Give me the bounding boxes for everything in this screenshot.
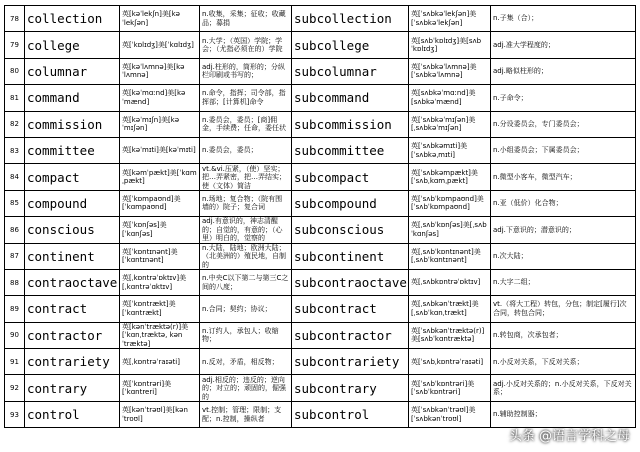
sub-phonetic-cell xyxy=(409,322,491,348)
phonetic-cell xyxy=(120,190,200,216)
row-number-text: 88 xyxy=(10,278,19,287)
sub-word-cell-text: subcontractor xyxy=(294,327,392,343)
sub-phonetic-cell xyxy=(409,217,491,243)
sub-word-cell xyxy=(292,164,409,190)
row-number xyxy=(5,164,25,190)
word-cell-text: conscious xyxy=(27,222,95,238)
word-cell xyxy=(25,32,120,58)
sub-definition-cell xyxy=(491,164,636,190)
sub-phonetic-cell-text: 英[ˌsʌbˈkɒntɪnənt]美[ˌsʌbˈkɑntɪnənt] xyxy=(411,247,481,265)
sub-word-cell xyxy=(292,58,409,84)
row-number xyxy=(5,190,25,216)
word-cell xyxy=(25,58,120,84)
sub-phonetic-cell-text: 英[ˈsʌbkənˈtrəʊl]美[ˈsʌbkənˈtroʊl] xyxy=(411,406,476,423)
table-row xyxy=(5,243,636,269)
word-cell-text: contract xyxy=(27,301,88,317)
word-cell xyxy=(25,111,120,137)
table-row xyxy=(5,85,636,111)
definition-cell-text: n.大学；（英国）学院；学会；（尤指必须在的）学院 xyxy=(202,36,283,54)
phonetic-cell-text: 英[ˈkɒnʃəs]美[ˈkɑnʃəs] xyxy=(122,221,167,238)
word-cell-text: command xyxy=(27,90,80,106)
phonetic-cell-text: 英[ˈkɒlɪdʒ]美[ˈkɑlɪdʒ] xyxy=(122,40,194,49)
sub-phonetic-cell-text: 英[ˌsʌbkɒntrəˈɒktɪv] xyxy=(411,278,481,287)
sub-word-cell xyxy=(292,322,409,348)
sub-definition-cell xyxy=(491,6,636,32)
sub-definition-cell xyxy=(491,322,636,348)
word-cell xyxy=(25,190,120,216)
phonetic-cell xyxy=(120,269,200,295)
sub-word-cell-text: subcollege xyxy=(294,37,370,53)
phonetic-cell xyxy=(120,296,200,322)
sub-word-cell xyxy=(292,111,409,137)
sub-definition-cell-text: n.子集（合）； xyxy=(493,14,539,23)
sub-phonetic-cell-text: 英[sʌbkəˈmɑːnd]美[sʌbkəˈmænd] xyxy=(411,89,476,106)
definition-cell xyxy=(200,375,292,401)
phonetic-cell xyxy=(120,217,200,243)
sub-phonetic-cell-text: 英[ˌsʌbkənˈtrækt]美[ˌsʌbˈkɑnˌtrækt] xyxy=(411,300,479,317)
definition-cell-text: n.委员会，委员；[商]佣金，手续费；任命，委任状 xyxy=(202,115,286,133)
sub-definition-cell-text: n.次大陆； xyxy=(493,251,528,260)
definition-cell xyxy=(200,58,292,84)
sub-phonetic-cell xyxy=(409,85,491,111)
sub-phonetic-cell-text: 英[ˈsʌbkəmpækt]美[ˈsʌbˌkɑmˌpækt] xyxy=(411,168,478,186)
word-cell-text: collection xyxy=(27,11,103,27)
word-cell xyxy=(25,322,120,348)
definition-cell-text: adj.相反的；违反的；逆向的；对立的；顽固的，倔强的 xyxy=(202,375,286,401)
sub-word-cell xyxy=(292,6,409,32)
sub-definition-cell-text: n.转包商，次承包者； xyxy=(493,331,563,340)
phonetic-cell-text: 英[kəˈlekʃn]美[kəˈlekʃən] xyxy=(122,10,180,27)
row-number-text: 82 xyxy=(10,120,19,129)
sub-word-cell xyxy=(292,85,409,111)
row-number xyxy=(5,85,25,111)
table-row xyxy=(5,32,636,58)
phonetic-cell xyxy=(120,58,200,84)
definition-cell xyxy=(200,322,292,348)
sub-phonetic-cell xyxy=(409,164,491,190)
sub-word-cell-text: subcollection xyxy=(294,11,392,27)
phonetic-cell xyxy=(120,375,200,401)
row-number xyxy=(5,349,25,375)
definition-cell xyxy=(200,111,292,137)
sub-definition-cell-text: n.小反对关系，下反对关系； xyxy=(493,357,584,366)
row-number-text: 81 xyxy=(10,93,19,102)
phonetic-cell-text: 英[kəmˈpækt]美[ˈkɑmˌpækt] xyxy=(122,168,197,186)
sub-word-cell-text: subcontraoctave xyxy=(294,275,407,291)
phonetic-cell-text: 英[ˈkɒntɪnənt]美[ˈkɑntɪnənt] xyxy=(122,247,178,265)
sub-word-cell-text: subcommand xyxy=(294,90,370,106)
phonetic-cell xyxy=(120,32,200,58)
phonetic-cell-text: 英[ˈkɒntrækt]美[ˈkɑntrækt] xyxy=(122,300,176,317)
sub-phonetic-cell xyxy=(409,58,491,84)
row-number xyxy=(5,375,25,401)
sub-word-cell-text: subcommittee xyxy=(294,143,385,159)
sub-word-cell xyxy=(292,32,409,58)
sub-phonetic-cell-text: 英[ˈsʌbkəˈlʌmnə]美[ˈsʌbkəˈlʌmnə] xyxy=(411,62,477,80)
sub-word-cell xyxy=(292,190,409,216)
phonetic-cell xyxy=(120,349,200,375)
sub-definition-cell xyxy=(491,243,636,269)
sub-definition-cell-text: n.分设委员会，专门委员会； xyxy=(493,120,584,128)
word-cell xyxy=(25,349,120,375)
word-cell xyxy=(25,85,120,111)
definition-cell xyxy=(200,269,292,295)
sub-definition-cell xyxy=(491,296,636,322)
sub-definition-cell-text: adj.小反对关系的；n.小反对关系，下反对关系； xyxy=(493,379,632,397)
sub-definition-cell-text: n.微型小客车，微型汽车； xyxy=(493,172,577,181)
sub-definition-cell xyxy=(491,137,636,163)
word-cell xyxy=(25,137,120,163)
definition-cell xyxy=(200,6,292,32)
definition-cell-text: n.合同；契约；协议； xyxy=(202,304,272,313)
sub-word-cell-text: subcolumnar xyxy=(294,63,377,79)
table-row xyxy=(5,6,636,32)
sub-word-cell xyxy=(292,349,409,375)
sub-word-cell xyxy=(292,375,409,401)
sub-definition-cell-text: adj.略似柱形的； xyxy=(493,67,548,76)
phonetic-cell xyxy=(120,85,200,111)
sub-phonetic-cell xyxy=(409,349,491,375)
definition-cell-text: vt.&vi.压紧，（使）坚实；把…弄紧密，把…弄结实；使（文体）简洁 xyxy=(202,164,286,190)
phonetic-cell xyxy=(120,111,200,137)
word-cell-text: continent xyxy=(27,248,95,264)
sub-word-cell-text: subcompact xyxy=(294,169,370,185)
watermark: 头条 @语言学科之母 xyxy=(508,429,630,444)
word-cell xyxy=(25,296,120,322)
definition-cell-text: n.场地；复合物；（院有围墙的）院子；复合词 xyxy=(202,194,283,212)
row-number-text: 85 xyxy=(10,199,19,208)
row-number-text: 83 xyxy=(10,146,19,155)
sub-word-cell-text: subconscious xyxy=(294,222,385,238)
definition-cell-text: n.中央C以下第二与第三C之间的八度； xyxy=(202,274,289,291)
word-cell xyxy=(25,6,120,32)
sub-definition-cell-text: vt.（将大工程）转包，分包；制定[履行]次合同，转包合同； xyxy=(493,300,627,317)
sub-definition-cell-text: n.辅助控制器； xyxy=(493,410,542,419)
table-row xyxy=(5,401,636,427)
definition-cell-text: vt.控制；管理；限制；支配；n.控制，操纵者 xyxy=(202,406,282,423)
sub-definition-cell xyxy=(491,32,636,58)
phonetic-cell-text: 英[kəˈmɑːnd]美[kəˈmænd] xyxy=(122,89,186,106)
sub-phonetic-cell-text: 英[ˈsʌbkəˈmɪʃən]美[ˌsʌbkəˈmɪʃən] xyxy=(411,115,476,133)
word-cell-text: contraoctave xyxy=(27,275,118,291)
sub-word-cell xyxy=(292,296,409,322)
phonetic-cell-text: 英[ˈkɒntrəri]美[ˈkɑntreri] xyxy=(122,379,172,397)
sub-phonetic-cell-text: 英[ˈsʌbˈkɒntrəri]美[ˈsʌbˈkɒntrəri] xyxy=(411,379,475,397)
sub-phonetic-cell xyxy=(409,375,491,401)
sub-word-cell-text: subcontract xyxy=(294,301,377,317)
sub-definition-cell-text: n.亚（低价）化合物； xyxy=(493,199,563,208)
word-cell xyxy=(25,401,120,427)
sub-phonetic-cell xyxy=(409,269,491,295)
word-cell-text: contractor xyxy=(27,327,103,343)
sub-word-cell xyxy=(292,243,409,269)
sub-phonetic-cell xyxy=(409,243,491,269)
sub-definition-cell-text: adj.下意识的；潜意识的； xyxy=(493,225,576,234)
sub-definition-cell xyxy=(491,375,636,401)
definition-cell-text: n.命令，指挥；司令部，指挥部；[计算机]命令 xyxy=(202,89,286,106)
word-cell-text: commission xyxy=(27,116,103,132)
row-number xyxy=(5,111,25,137)
phonetic-cell-text: 英[kəˈmɪti]美[kəˈmɪti] xyxy=(122,146,196,155)
sub-phonetic-cell-text: 英[ˌsʌbˈkɒnʃəs]美[ˌsʌbˈkɑnʃəs] xyxy=(411,221,487,238)
phonetic-cell-text: 英[kəˈmɪʃn]美[kəˈmɪʃən] xyxy=(122,115,180,133)
table-row xyxy=(5,296,636,322)
definition-cell-text: n.订约人，承包人；收缩物； xyxy=(202,326,279,344)
word-cell-text: contrary xyxy=(27,380,88,396)
table-row xyxy=(5,190,636,216)
definition-cell-text: n.收集，采集；征收；收藏品；募捐 xyxy=(202,10,286,27)
phonetic-cell xyxy=(120,6,200,32)
row-number xyxy=(5,401,25,427)
sub-word-cell xyxy=(292,269,409,295)
row-number-text: 80 xyxy=(10,67,19,76)
row-number xyxy=(5,6,25,32)
phonetic-cell xyxy=(120,243,200,269)
sub-definition-cell-text: adj.准大学程度的； xyxy=(493,40,555,49)
row-number-text: 78 xyxy=(10,14,19,23)
table-row xyxy=(5,58,636,84)
word-cell xyxy=(25,164,120,190)
row-number-text: 79 xyxy=(10,41,19,50)
word-cell-text: compact xyxy=(27,169,80,185)
sub-word-cell-text: subcontrariety xyxy=(294,354,400,370)
sub-definition-cell xyxy=(491,58,636,84)
definition-cell xyxy=(200,217,292,243)
definition-cell xyxy=(200,85,292,111)
vocabulary-table xyxy=(4,5,636,428)
row-number-text: 87 xyxy=(10,252,19,261)
sub-phonetic-cell xyxy=(409,111,491,137)
row-number xyxy=(5,296,25,322)
row-number-text: 90 xyxy=(10,331,19,340)
definition-cell xyxy=(200,190,292,216)
row-number xyxy=(5,58,25,84)
row-number xyxy=(5,137,25,163)
table-row xyxy=(5,137,636,163)
row-number-text: 86 xyxy=(10,225,19,234)
word-cell-text: college xyxy=(27,37,80,53)
sub-phonetic-cell-text: 英[ˈsʌbkənˈtræktə(r)]美[sʌbˈkɑntræktə] xyxy=(411,326,485,344)
word-cell xyxy=(25,217,120,243)
word-cell-text: contrariety xyxy=(27,354,110,370)
definition-cell xyxy=(200,164,292,190)
phonetic-cell-text: 英[ˌkɒntrəˈɒktɪv]美[ˌkɑntrəˈɑktɪv] xyxy=(122,274,187,291)
sub-definition-cell xyxy=(491,269,636,295)
row-number-text: 91 xyxy=(10,357,19,366)
table-row xyxy=(5,164,636,190)
definition-cell xyxy=(200,401,292,427)
sub-phonetic-cell-text: 英[sʌbˈkɒlɪdʒ]美[sʌbˈkɒlɪdʒ] xyxy=(411,36,482,54)
sub-definition-cell-text: n.子命令； xyxy=(493,93,528,102)
word-cell xyxy=(25,375,120,401)
sub-definition-cell xyxy=(491,217,636,243)
phonetic-cell-text: 英[ˈkɒmpaʊnd]美[ˈkɑmpaʊnd] xyxy=(122,194,181,212)
row-number xyxy=(5,217,25,243)
row-number xyxy=(5,32,25,58)
sub-definition-cell xyxy=(491,401,636,427)
sub-phonetic-cell-text: 英[ˈsʌbˌkɒntrəˈraɪəti] xyxy=(411,357,484,366)
word-cell xyxy=(25,269,120,295)
sub-phonetic-cell xyxy=(409,6,491,32)
phonetic-cell-text: 英[kənˈtræktə(r)]美[ˈkɑnˌtræktə, kənˈtræktə] xyxy=(122,322,189,348)
row-number-text: 93 xyxy=(10,410,19,419)
table-row xyxy=(5,269,636,295)
phonetic-cell-text: 英[kənˈtrəʊl]美[kənˈtroʊl] xyxy=(122,406,188,423)
sub-phonetic-cell xyxy=(409,296,491,322)
sub-word-cell xyxy=(292,401,409,427)
sub-phonetic-cell xyxy=(409,32,491,58)
phonetic-cell xyxy=(120,401,200,427)
sub-definition-cell-text: n.大字二组； xyxy=(493,278,535,287)
word-cell-text: compound xyxy=(27,195,88,211)
row-number xyxy=(5,243,25,269)
sub-phonetic-cell xyxy=(409,137,491,163)
sub-word-cell xyxy=(292,217,409,243)
sub-definition-cell xyxy=(491,190,636,216)
sub-definition-cell xyxy=(491,85,636,111)
sub-word-cell-text: subcontrol xyxy=(294,407,370,423)
sub-phonetic-cell xyxy=(409,190,491,216)
sub-word-cell-text: subcommission xyxy=(294,116,392,132)
phonetic-cell-text: 英[kəˈlʌmnə]美[kəˈlʌmnə] xyxy=(122,62,185,80)
row-number xyxy=(5,322,25,348)
definition-cell xyxy=(200,243,292,269)
phonetic-cell xyxy=(120,137,200,163)
row-number xyxy=(5,269,25,295)
definition-cell xyxy=(200,32,292,58)
word-cell-text: committee xyxy=(27,143,95,159)
phonetic-cell-text: 英[ˌkɒntrəˈraɪəti] xyxy=(122,357,180,366)
sub-phonetic-cell-text: 英[ˈsʌbkəˈlekʃən]美[ˈsʌbkəˈlekʃən] xyxy=(411,10,477,27)
table-row xyxy=(5,349,636,375)
definition-cell-text: adj.有意识的，神志清醒的；自觉的，有意的；（心里）明白的，觉察的 xyxy=(202,217,283,243)
sub-definition-cell-text: n.小组委员会；下属委员会； xyxy=(493,146,584,155)
definition-cell xyxy=(200,349,292,375)
table-row xyxy=(5,217,636,243)
definition-cell-text: n.委员会，委员； xyxy=(202,146,258,155)
row-number-text: 84 xyxy=(10,173,19,182)
sub-definition-cell xyxy=(491,349,636,375)
sub-word-cell xyxy=(292,137,409,163)
table-row xyxy=(5,111,636,137)
word-cell-text: control xyxy=(27,407,80,423)
sub-word-cell-text: subcompound xyxy=(294,195,377,211)
definition-cell-text: n.反对，矛盾，相反物； xyxy=(202,357,279,366)
word-cell xyxy=(25,243,120,269)
sub-phonetic-cell-text: 英[ˈsʌbˈkɒmpaʊnd]美[ˈsʌbˈkɒmpaʊnd] xyxy=(411,194,484,212)
definition-cell-text: n.大陆，陆地；欧洲大陆；（北美洲的）殖民地，自制的 xyxy=(202,243,286,269)
sub-word-cell-text: subcontrary xyxy=(294,380,377,396)
table-row xyxy=(5,375,636,401)
sub-phonetic-cell xyxy=(409,401,491,427)
word-cell-text: columnar xyxy=(27,63,88,79)
sub-phonetic-cell-text: 英[ˈsʌbkəmɪti]美[ˈsʌbkəˌmɪti] xyxy=(411,142,468,159)
row-number-text: 92 xyxy=(10,384,19,393)
phonetic-cell xyxy=(120,322,200,348)
row-number-text: 89 xyxy=(10,304,19,313)
sub-word-cell-text: subcontinent xyxy=(294,248,385,264)
table-row xyxy=(5,322,636,348)
definition-cell-text: adj.柱形的，筒形的；分纵栏印刷或书写的； xyxy=(202,62,285,80)
phonetic-cell xyxy=(120,164,200,190)
sub-definition-cell xyxy=(491,111,636,137)
definition-cell xyxy=(200,137,292,163)
definition-cell xyxy=(200,296,292,322)
